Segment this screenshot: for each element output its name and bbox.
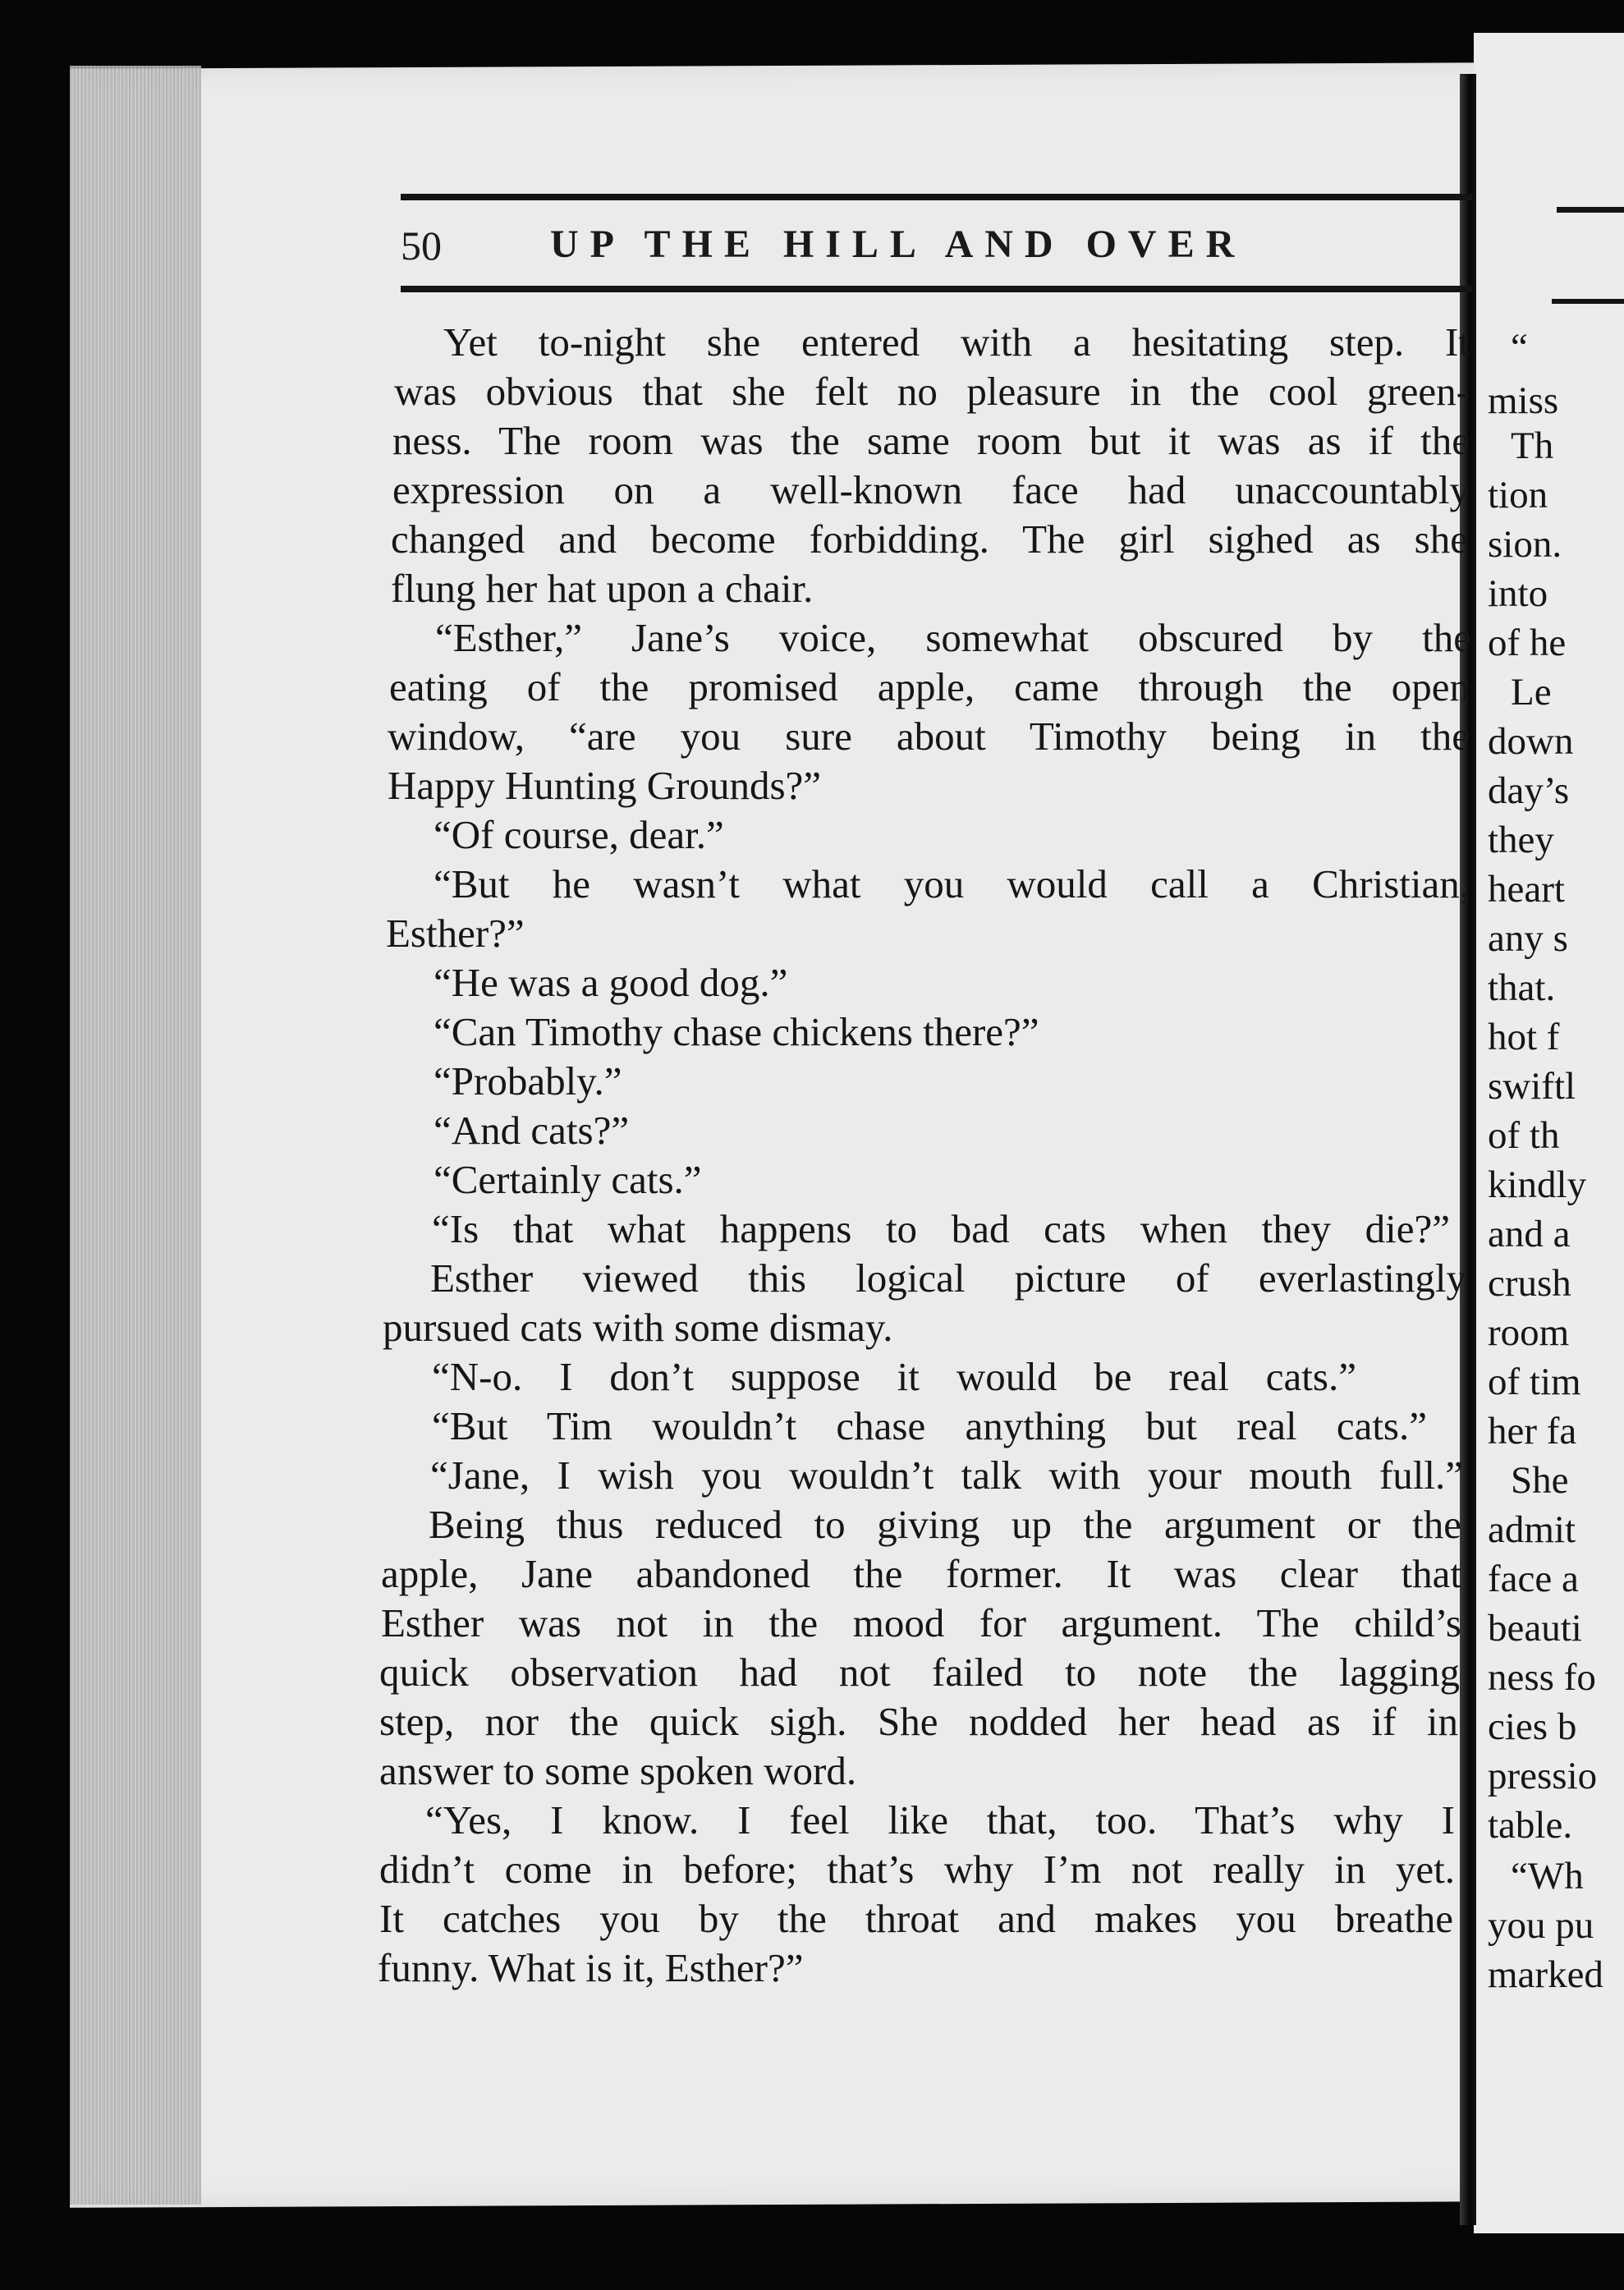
facing-text-line: heart [1488,868,1565,911]
text-line: It catches you by the throat and makes you breathe [379,1898,1453,1941]
facing-text-line: She [1511,1459,1569,1502]
facing-text-line: crush [1488,1262,1571,1305]
text-line: didn’t come in before; that’s why I’m not really in yet. [379,1849,1455,1892]
text-line: answer to some spoken word. [379,1748,857,1793]
facing-text-line: of tim [1488,1361,1581,1403]
text-line: eating of the promised apple, came through the open [389,667,1470,709]
facing-text-line: room [1488,1311,1570,1354]
text-line: Esther was not in the mood for argument. The child’s [381,1603,1461,1645]
facing-text-line: day’s [1488,769,1570,812]
running-head [550,222,1486,267]
facing-text-line: of he [1488,622,1567,664]
facing-text-line: admit [1488,1508,1576,1551]
text-line: “Jane, I wish you wouldn’t talk with your mouth full.” [430,1455,1463,1498]
facing-text-line: cies b [1488,1705,1577,1748]
facing-text-line: and a [1488,1213,1571,1255]
text-line: “Yes, I know. I feel like that, too. That’s why I [425,1800,1455,1843]
text-line: funny. What is it, Esther?” [378,1945,804,1990]
text-line: quick observation had not failed to note the lagging [379,1652,1460,1695]
facing-rule-bottom [1552,299,1624,304]
facing-text-line: face a [1488,1558,1579,1600]
facing-text-line: Th [1511,424,1554,467]
facing-text-line: table. [1488,1804,1573,1847]
header-rule-bottom [401,286,1472,292]
text-line: “But Tim wouldn’t chase anything but real cats.” [432,1406,1427,1448]
page-edges [70,66,201,2205]
text-line: Esther?” [386,911,525,956]
text-line: “But he wasn’t what you would call a Christian, [434,864,1470,906]
text-line: “Is that what happens to bad cats when they die?” [432,1209,1450,1251]
facing-text-line: kindly [1488,1163,1587,1206]
facing-text-line: into [1488,572,1548,615]
text-line: apple, Jane abandoned the former. It was clear that [381,1553,1461,1596]
text-line: “Esther,” Jane’s voice, somewhat obscured by the [435,617,1471,660]
running-head-text: UP THE HILL AND OVER [550,223,1246,266]
text-line: pursued cats with some dismay. [383,1305,893,1350]
text-line: ness. The room was the same room but it was as if the [392,420,1470,463]
text-line: expression on a well-known face had unaccountably [392,470,1470,512]
facing-text-line: marked [1488,1953,1603,1996]
text-line: flung her hat upon a chair. [391,566,814,611]
facing-text-line: hot f [1488,1016,1560,1058]
facing-text-line: miss [1488,379,1559,422]
text-line: Esther viewed this logical picture of everlastingly [430,1258,1466,1301]
text-line: “Probably.” [434,1058,622,1104]
text-line: “And cats?” [434,1108,630,1153]
page-number: 50 [401,223,442,268]
facing-text-line: of th [1488,1114,1560,1157]
facing-text-line: you pu [1488,1904,1594,1947]
text-line: step, nor the quick sigh. She nodded her head as if in [379,1701,1458,1744]
text-line: “Certainly cats.” [434,1157,702,1202]
text-line: “Of course, dear.” [434,812,724,857]
facing-text-line: any s [1488,917,1568,960]
facing-text-line: swiftl [1488,1065,1576,1108]
facing-text-line: sion. [1488,523,1562,566]
text-line: changed and become forbidding. The girl sighed as she [391,519,1468,562]
facing-text-line: “Wh [1511,1855,1584,1898]
facing-text-line: they [1488,819,1554,861]
text-line: “He was a good dog.” [434,960,788,1005]
text-line: “Can Timothy chase chickens there?” [434,1009,1039,1054]
facing-text-line: pressio [1488,1755,1598,1797]
facing-text-line: her fa [1488,1410,1577,1452]
facing-text-line: down [1488,720,1574,763]
text-line: was obvious that she felt no pleasure in the cool green- [394,371,1470,414]
text-line: “N-o. I don’t suppose it would be real cats.” [432,1356,1356,1399]
text-line: Being thus reduced to giving up the argument or the [429,1504,1461,1547]
text-line: Yet to-night she entered with a hesitating step. It [443,322,1470,365]
facing-text-line: ness fo [1488,1656,1596,1699]
facing-text-line: Le [1511,671,1552,714]
facing-text-line: tion [1488,474,1548,516]
facing-text-line: “ [1511,326,1528,369]
text-line: window, “are you sure about Timothy being in the [388,716,1470,759]
header-rule-top [401,194,1472,200]
text-line: Happy Hunting Grounds?” [388,763,822,808]
facing-text-line: beauti [1488,1607,1582,1650]
facing-rule-top [1557,207,1624,213]
facing-text-line: that. [1488,966,1556,1009]
